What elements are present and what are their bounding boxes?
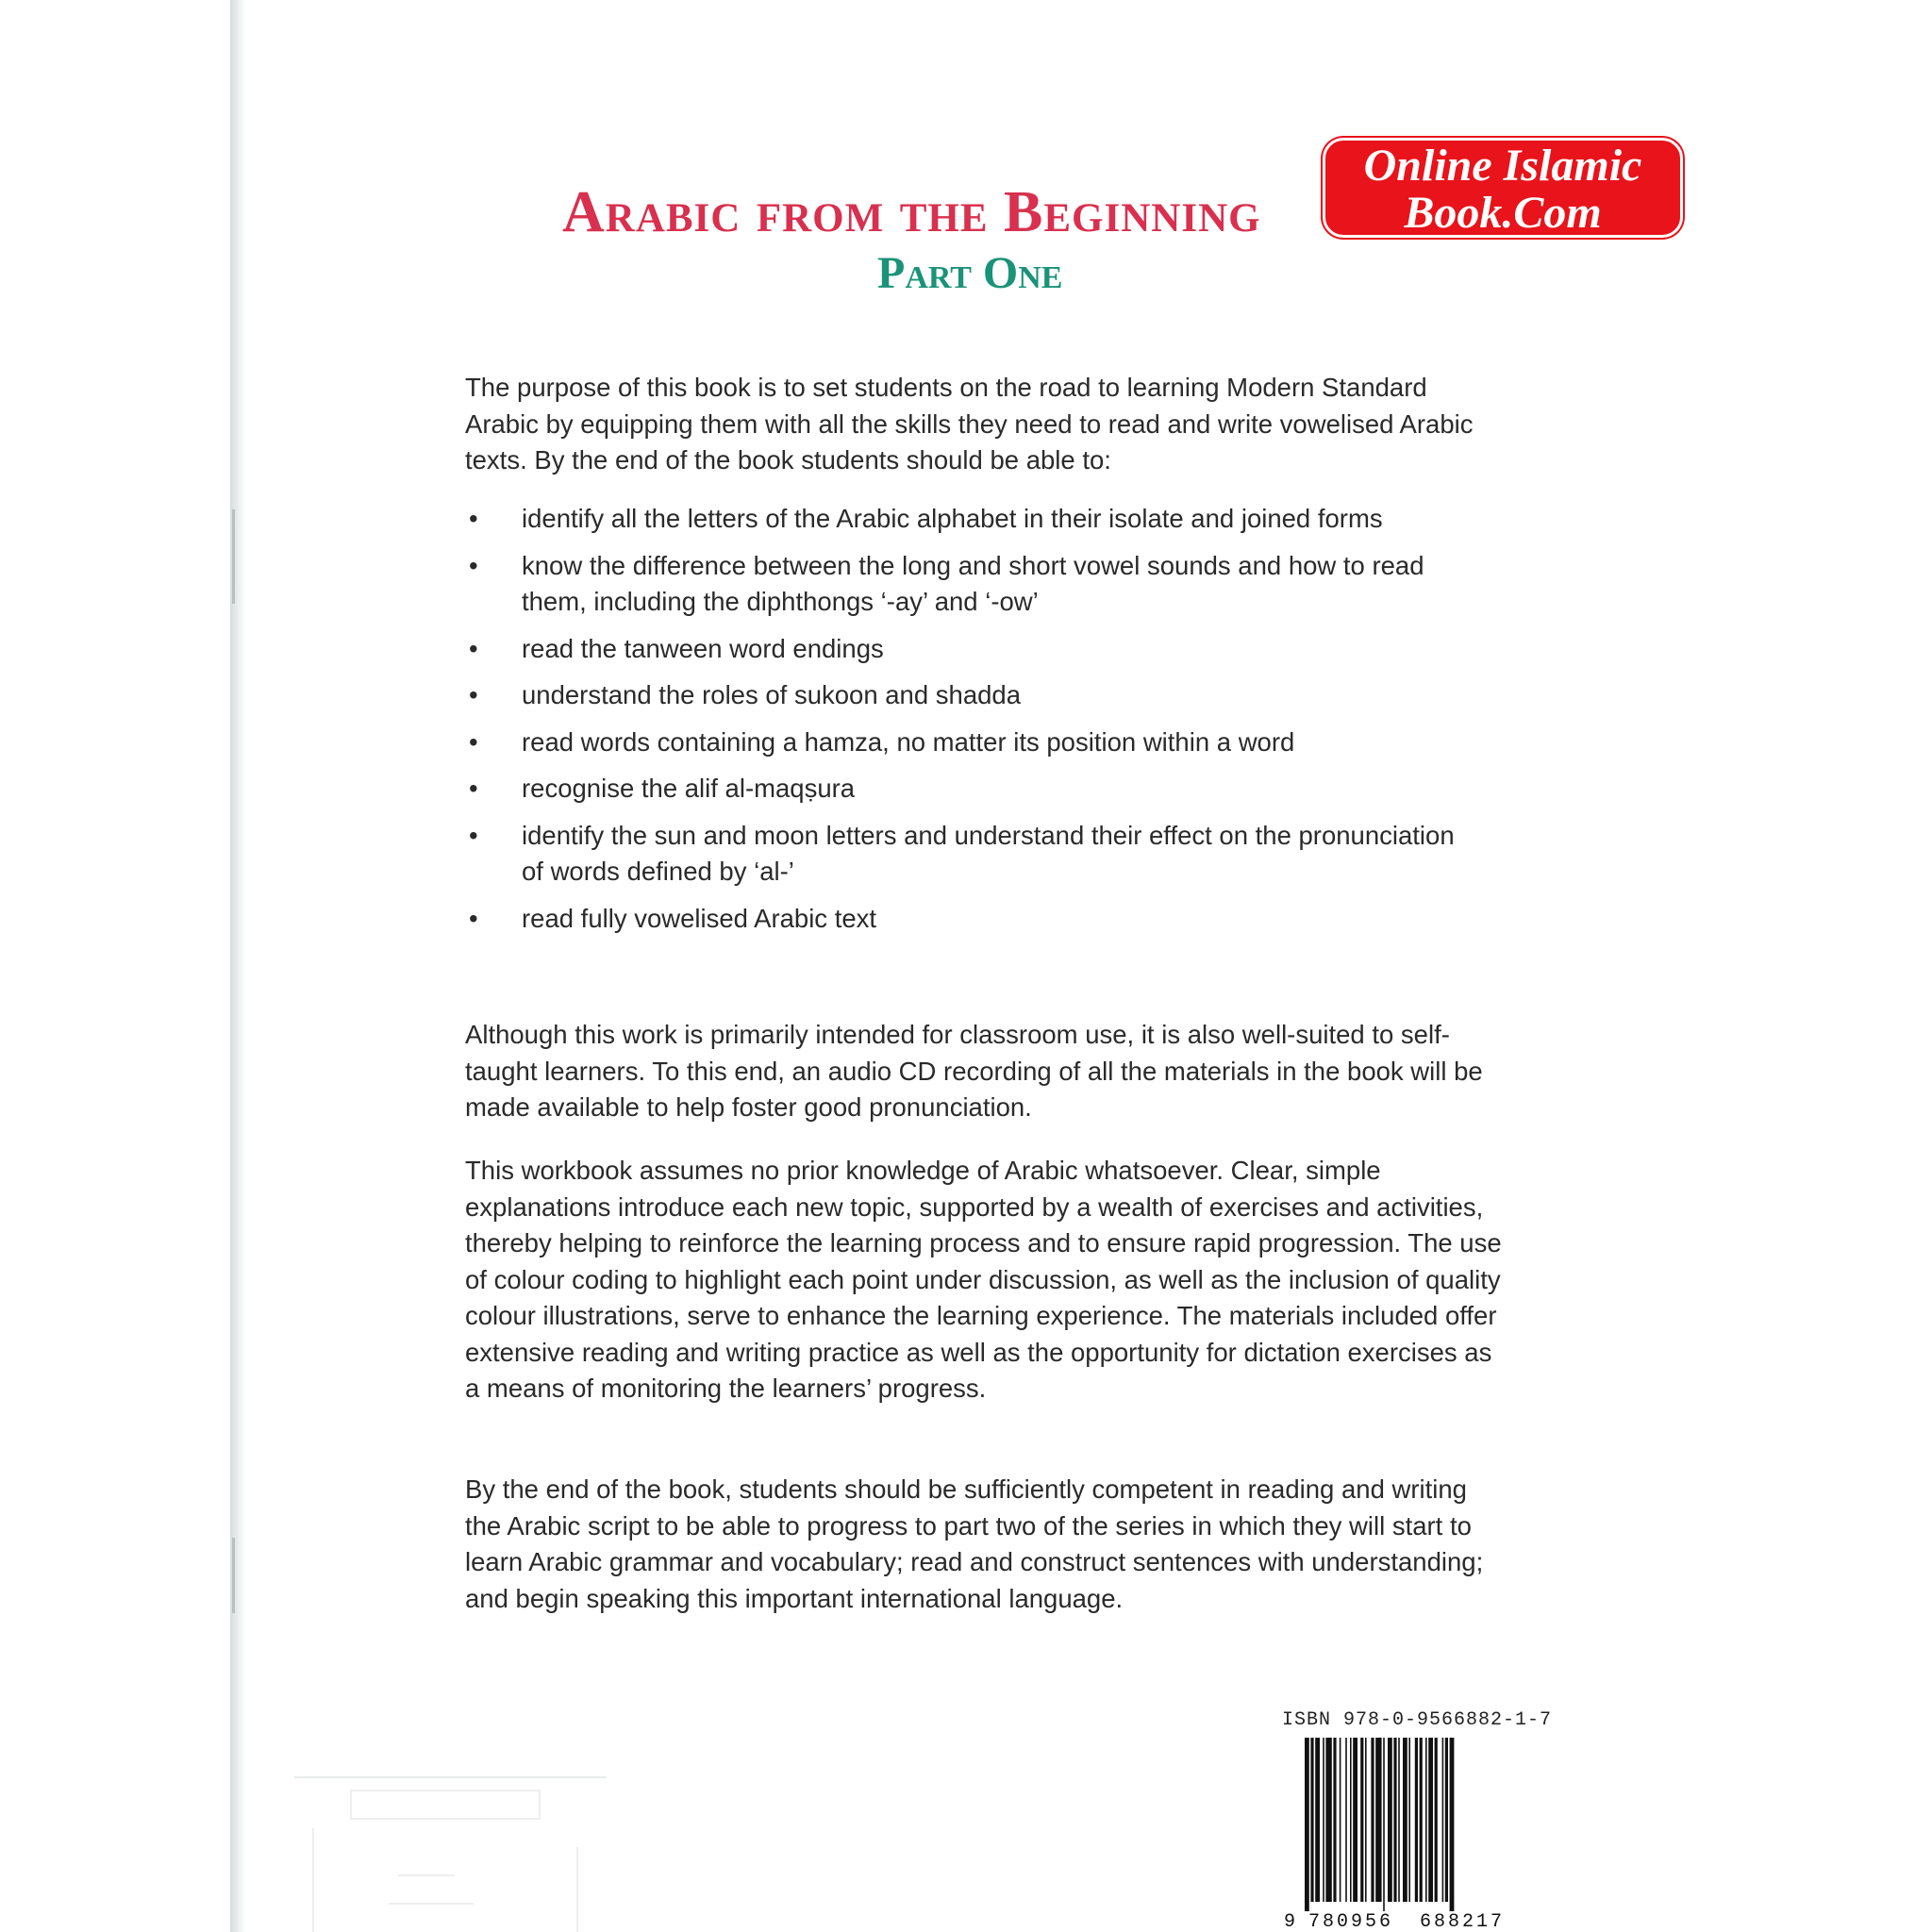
isbn-barcode-block [1278, 1709, 1553, 1932]
list-item [465, 501, 1465, 538]
bullet-icon: • [469, 504, 478, 533]
barcode-bar [1350, 1738, 1352, 1902]
barcode-bar [1333, 1738, 1336, 1902]
barcode-bar [1415, 1738, 1418, 1902]
bullet-icon: • [469, 903, 478, 933]
barcode-bar [1371, 1738, 1374, 1902]
bullet-icon: • [469, 726, 478, 757]
outcome-paragraph: By the end of the book, students should be sufficiently competent in reading and writing the Arabic script to be able to progress to part two of the series in which they will start to learn Arabic grammar and vocabulary; read and construct sentences with understanding; and begin speaking this important international language. [465, 1474, 1484, 1613]
barcode-bar [1305, 1738, 1309, 1911]
list-item-text: understand the roles of sukoon and shadda [522, 680, 1021, 709]
bullet-icon: • [469, 774, 478, 803]
barcode-bar [1393, 1738, 1396, 1902]
list-item-text: read the tanween word endings [522, 633, 884, 663]
bullet-icon: • [469, 633, 478, 663]
watermark-line: Online Islamic [1363, 141, 1642, 191]
book-title: Arabic from the Beginning [562, 180, 1261, 244]
barcode-bar [1450, 1738, 1455, 1911]
barcode-bar [1403, 1738, 1407, 1902]
barcode-bar [1420, 1738, 1423, 1902]
barcode-bar [1353, 1738, 1357, 1902]
list-item [465, 724, 1465, 761]
isbn-barcode [1282, 1738, 1529, 1932]
faint-publisher-logo [294, 1772, 606, 1932]
isbn-label: ISBN 978-0-9566882-1-7 [1282, 1709, 1553, 1731]
watermark-line: Book.Com [1404, 188, 1602, 238]
barcode-digit: 780956 [1308, 1911, 1394, 1932]
barcode-bar [1442, 1738, 1444, 1902]
list-item [465, 901, 1465, 938]
workbook-paragraph: This workbook assumes no prior knowledge of Arabic whatsoever. Clear, simple explanations introduce each new topic, supported by a wealth of exercises and activities, thereby helping to reinforce the learning process and to ensure rapid progression. The use of colour coding to highlight each point under discussion, as well as the inclusion of quality colour illustrations, serve to enhance the learning experience. The materials included offer extensive reading and writing practice as well as the opportunity for dictation exercises as a means of monitoring the learners’ progress. [465, 1156, 1502, 1403]
barcode-bar [1383, 1738, 1385, 1911]
barcode-bar [1445, 1738, 1448, 1902]
barcode-bar [1315, 1738, 1320, 1902]
list-item-text: recognise the alif al-maqṣura [522, 774, 856, 803]
barcode-bar [1388, 1738, 1392, 1902]
barcode-bar [1345, 1738, 1347, 1902]
list-item-text: identify all the letters of the Arabic alphabet in their isolate and joined forms [522, 504, 1383, 533]
barcode-bar [1360, 1738, 1363, 1902]
barcode-bar [1340, 1738, 1341, 1902]
audio-paragraph: Although this work is primarily intended for classroom use, it is also well-suited to self-taught learners. To this end, an audio CD recording of all the materials in the book will be made available to help foster good pronunciation. [465, 1020, 1483, 1122]
bullet-icon: • [469, 550, 478, 580]
spine-crease [232, 509, 235, 604]
list-item-text: read fully vowelised Arabic text [522, 903, 877, 933]
bullet-icon: • [469, 680, 478, 709]
barcode-digit: 688217 [1420, 1911, 1506, 1932]
barcode-bar [1310, 1738, 1313, 1902]
list-item [465, 631, 1465, 668]
barcode-bar [1365, 1738, 1367, 1902]
cover-spine-edge [230, 0, 245, 1932]
barcode-digit: 9 [1284, 1911, 1296, 1932]
list-item [465, 677, 1465, 714]
list-item-text: read words containing a hamza, no matter its position within a word [522, 726, 1295, 757]
scan-left-margin [0, 0, 230, 1932]
barcode-bar [1425, 1738, 1427, 1902]
list-item-text: know the difference between the long and short vowel sounds and how to read them, including the diphthongs ‘-ay’ and ‘-ow’ [522, 550, 1424, 616]
barcode-bar [1398, 1738, 1400, 1902]
barcode-bar [1325, 1738, 1331, 1902]
spine-crease [232, 1538, 235, 1613]
learning-goals-list [465, 501, 1465, 947]
bullet-icon: • [469, 820, 478, 850]
book-subtitle: Part One [877, 248, 1063, 298]
intro-paragraph: The purpose of this book is to set students on the road to learning Modern Standard Arabic by equipping them with all the skills they need to read and write vowelised Arabic texts. By the end of the book students should be able to: [465, 373, 1474, 475]
barcode-bar [1375, 1738, 1381, 1902]
barcode-bar [1323, 1738, 1324, 1902]
list-item [465, 818, 1465, 891]
barcode-bar [1435, 1738, 1438, 1902]
list-item [465, 771, 1465, 808]
barcode-bar [1408, 1738, 1410, 1902]
list-item [465, 548, 1465, 621]
seller-watermark [1323, 138, 1683, 238]
list-item-text: identify the sun and moon letters and understand their effect on the pronunciation of words defined by ‘al-’ [522, 820, 1455, 886]
barcode-bar [1428, 1738, 1433, 1902]
